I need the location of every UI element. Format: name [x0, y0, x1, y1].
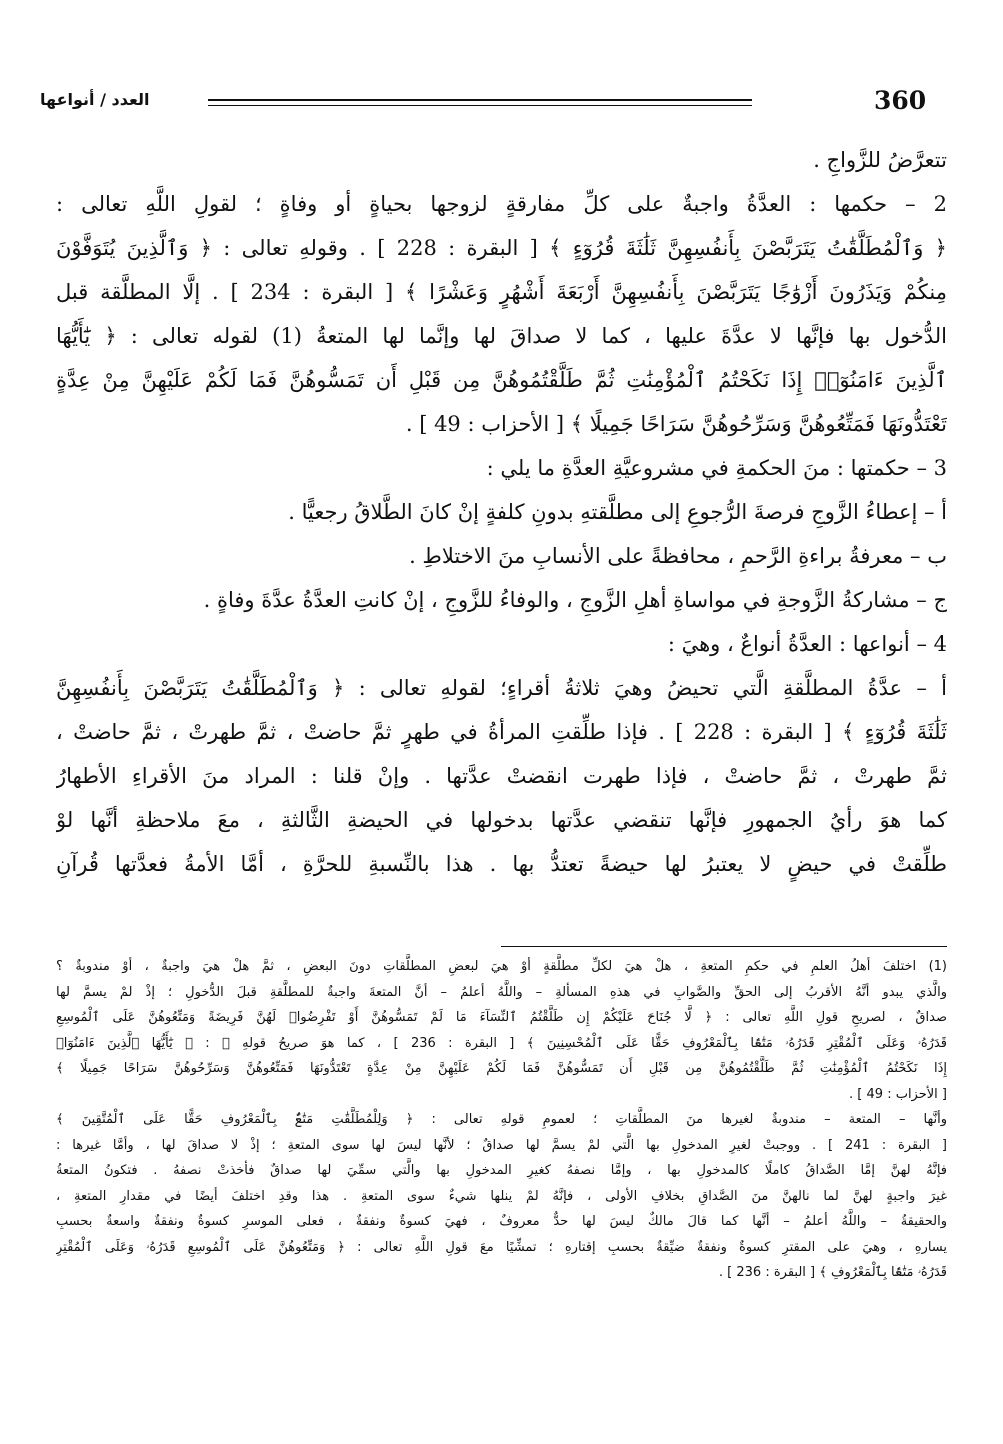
body-line: ثَلَٰثَةَ قُرُوٓءٍ ﴾ [ البقرة : 228 ] . فإذا طلِّقتِ المرأةُ في طهرٍ ثمَّ حاضتْ ، ثمَّ طهرتْ ، ثمَّ حاضتْ ،	[56, 720, 947, 744]
section-heading-line: 3 – حكمتها : منَ الحكمةِ في مشروعيَّةِ العدَّةِ ما يلي :	[486, 456, 947, 480]
body-line: أ – عدَّةُ المطلَّقةِ الَّتي تحيضُ وهيَ ثلاثةُ أقراءٍ؛ لقولهِ تعالى : ﴿ وَٱلْمُطَلَّقَٰتُ يَتَرَبَّصْنَ بِأَنفُسِهِنَّ	[56, 676, 947, 700]
footnote-line: والحقيقةُ – واللَّهُ أعلمُ – أنَّها كما قالَ مالكٌ ليسَ لها حدٌّ معروفٌ ، فهيَ كسوةٌ ونفقةٌ ، فعلى الموسرِ كسوةٌ ونفقةٌ واسعةٌ بحسبِ	[56, 1214, 947, 1229]
footnote-line: قَدَرُهُۥ مَتَٰعًۢا بِٱلْمَعْرُوفِ ﴾ [ البقرة : 236 ] .	[718, 1265, 947, 1280]
body-line: ﴿ وَٱلْمُطَلَّقَٰتُ يَتَرَبَّصْنَ بِأَنفُسِهِنَّ ثَلَٰثَةَ قُرُوٓءٍ ﴾ [ البقرة : 228 ] . وقولهِ تعالى : ﴿ وَٱلَّذِينَ يُتَوَفَّوْنَ	[56, 236, 947, 260]
body-line: تتعرَّضُ للزَّواجِ .	[813, 148, 947, 172]
footnote-line: [ البقرة : 241 ] . ووجبتْ لغيرِ المدخولِ بها الَّتي لمْ يسمَّ لها صداقٌ ؛ لأنَّها ليسَ لها سوى المتعةِ ؛ إذْ لا صداقَ لها ، وأمَّا غيرها :	[56, 1137, 947, 1153]
header-rule	[208, 99, 752, 101]
main-text	[56, 138, 947, 886]
body-line: ثمَّ طهرتْ ، ثمَّ حاضتْ ، فإذا طهرت انقضتْ عدَّتها . وإنْ قلنا : المراد منَ الأقراءِ الأطهارُ	[56, 764, 947, 788]
footnote-line: وأنَّها – المتعة – مندوبةٌ لغيرها منَ المطلَّقاتِ ؛ لعمومِ قولهِ تعالى : ﴿ وَلِلْمُطَلَّقَٰتِ مَتَٰعٌۢ بِٱلْمَعْرُوفِ حَقًّا عَلَى ٱلْمُتَّقِينَ ﴾	[56, 1112, 947, 1127]
running-title: العدد / أنواعها	[40, 90, 150, 109]
body-line: كما هوَ رأيُ الجمهورِ فإنَّها تنقضي عدَّتها بدخولها في الحيضةِ الثَّالثةِ ، معَ ملاحظةِ أنَّها لوْ	[56, 808, 947, 832]
body-line: ٱلَّذِينَ ءَامَنُوٓا۟ إِذَا نَكَحْتُمُ ٱلْمُؤْمِنَٰتِ ثُمَّ طَلَّقْتُمُوهُنَّ مِن قَبْلِ أَن تَمَسُّوهُنَّ فَمَا لَكُمْ عَلَيْهِنَّ مِنْ عِدَّةٍ	[56, 368, 947, 392]
body-line: طلِّقتْ في حيضٍ لا يعتبرُ لها حيضةً تعتدُّ بها . هذا بالنِّسبةِ للحرَّةِ ، أمَّا الأمةُ فعدَّتها قُرآنِ	[56, 852, 947, 876]
footnote-line: إِذَا نَكَحْتُمُ ٱلْمُؤْمِنَٰتِ ثُمَّ طَلَّقْتُمُوهُنَّ مِن قَبْلِ أَن تَمَسُّوهُنَّ فَمَا لَكُمْ عَلَيْهِنَّ مِنْ عِدَّةٍ تَعْتَدُّونَهَا فَمَتِّعُوهُنَّ وَسَرِّحُوهُنَّ سَرَاحًا جَمِيلًا ﴾	[56, 1061, 947, 1076]
body-line: مِنكُمْ وَيَذَرُونَ أَزْوَٰجًا يَتَرَبَّصْنَ بِأَنفُسِهِنَّ أَرْبَعَةَ أَشْهُرٍ وَعَشْرًا ﴾ [ البقرة : 234 ] . إلَّا المطلَّقة قبل	[56, 280, 947, 304]
section-heading-line: 4 – أنواعها : العدَّةُ أنواعٌ ، وهيَ :	[667, 632, 947, 656]
footnote-line: صداقٌ ، لصريحِ قولِ اللَّهِ تعالى : ﴿ لَّا جُنَاحَ عَلَيْكُمْ إِن طَلَّقْتُمُ ٱلنِّسَآءَ مَا لَمْ تَمَسُّوهُنَّ أَوْ تَفْرِضُوا۟ لَهُنَّ فَرِيضَةً وَمَتِّعُوهُنَّ عَلَى ٱلْمُوسِعِ	[56, 1010, 947, 1025]
page-header	[40, 86, 927, 120]
footnote-line: والَّذي يبدو أنَّهُ الأقربُ إلى الحقِّ والصَّوابِ في هذهِ المسألةِ – واللَّهُ أعلمُ – أنَّ المتعةَ واجبةٌ للمطلَّقةِ قبلَ الدُّخولِ ؛ إذْ لمْ يسمَّ لها	[56, 984, 947, 1000]
footnote-line: غيرَ واجبةٍ لهنَّ لما نالهنَّ منَ الصَّداقِ بخلافِ الأولى ، فإنَّهُ لمْ ينلها شيءٌ سوى المتعةِ . هذا وقدِ اختلفَ أيضًا في مقدارِ المتعةِ ،	[56, 1188, 947, 1204]
list-item: ج – مشاركةُ الزَّوجةِ في مواساةِ أهلِ الزَّوجِ ، والوفاءُ للزَّوجِ ، إنْ كانتِ العدَّةُ عدَّةَ وفاةٍ .	[203, 588, 947, 612]
footnote-line: يسارهِ ، وهيَ على المقترِ كسوةٌ ونفقةٌ ضيِّقةٌ بحسبِ إقتارهِ ؛ تمشِّيًا معَ قولِ اللَّهِ تعالى : ﴿ وَمَتِّعُوهُنَّ عَلَى ٱلْمُوسِعِ قَدَرُهُۥ وَعَلَى ٱلْمُقْتِرِ	[56, 1239, 947, 1255]
header-rule-thin	[208, 105, 752, 106]
list-item: أ – إعطاءُ الزَّوجِ فرصةَ الرُّجوعِ إلى مطلَّقتهِ بدونِ كلفةٍ إنْ كانَ الطَّلاقُ رجعيًّا .	[288, 500, 947, 524]
body-line: 2 – حكمها : العدَّةُ واجبةٌ على كلِّ مفارقةٍ لزوجها بحياةٍ أو وفاةٍ ؛ لقولِ اللَّهِ تعالى :	[56, 192, 947, 216]
footnotes	[56, 954, 947, 1286]
footnote-line: [ الأحزاب : 49 ] .	[849, 1086, 947, 1102]
list-item: ب – معرفةُ براءةِ الرَّحمِ ، محافظةً على الأنسابِ منَ الاختلاطِ .	[409, 544, 947, 568]
footnote-line: قَدَرُهُۥ وَعَلَى ٱلْمُقْتِرِ قَدَرُهُۥ مَتَٰعًۢا بِٱلْمَعْرُوفِ حَقًّا عَلَى ٱلْمُحْسِنِينَ ﴾ [ البقرة : 236 ] ، كما هوَ صريحُ قولهِ ﷺ : ﴿ يَٰٓأَيُّهَا ٱلَّذِينَ ءَامَنُوٓا۟	[56, 1035, 947, 1051]
footnote-separator	[501, 946, 947, 947]
page-number: 360	[874, 86, 927, 115]
footnote-line: فإنَّهُ لهنَّ إمَّا الصَّداقُ كاملًا كالمدخولِ بها ، وإمَّا نصفهُ كغيرِ المدخولِ بها والَّتي سمِّيَ لها صداقٌ فأخذتْ نصفهُ . فتكونُ المتعةُ	[56, 1163, 947, 1178]
footnote-line: (1) اختلفَ أهلُ العلمِ في حكمِ المتعةِ ، هلْ هيَ لكلِّ مطلَّقةٍ أوْ هيَ لبعضِ المطلَّقاتِ دونَ البعضِ ، ثمَّ هلْ هيَ واجبةٌ ، أوْ مندوبةٌ ؟	[56, 959, 947, 974]
body-line: تَعْتَدُّونَهَا فَمَتِّعُوهُنَّ وَسَرِّحُوهُنَّ سَرَاحًا جَمِيلًا ﴾ [ الأحزاب : 49 ] .	[405, 412, 947, 436]
body-line: الدُّخول بها فإنَّها لا عدَّةَ عليها ، كما لا صداقَ لها وإنَّما لها المتعةُ (1) لقوله تعالى : ﴿ يَٰٓأَيُّهَا	[56, 324, 947, 348]
